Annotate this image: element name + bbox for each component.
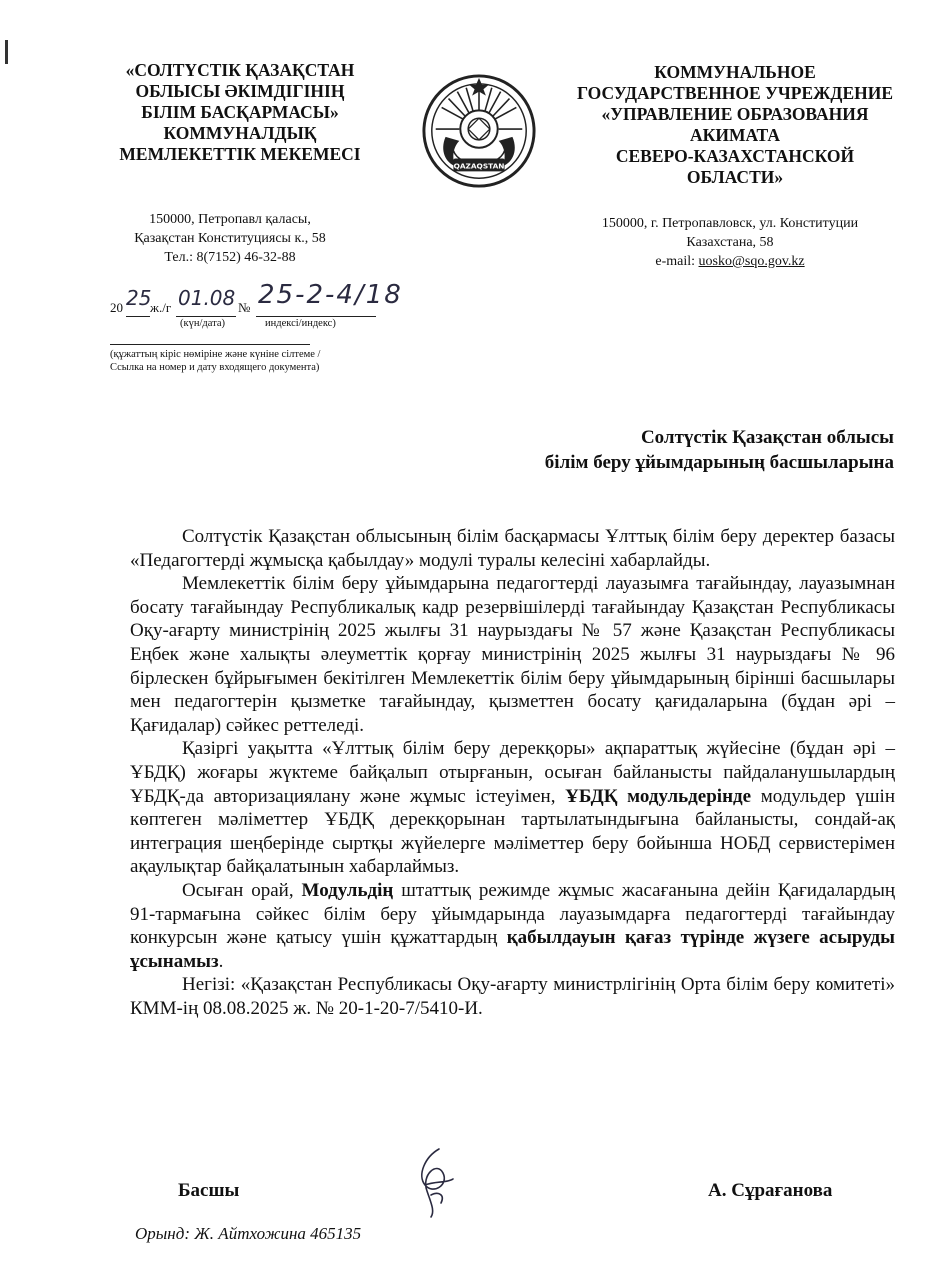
address-ru-line: Казахстана, 58 (686, 235, 774, 250)
email-label: e-mail: (655, 254, 699, 269)
header-russian (560, 62, 910, 188)
header-ru-line: АКИМАТА (690, 125, 780, 145)
email-link[interactable]: uosko@sqo.gov.kz (698, 254, 805, 269)
reg-date-caption: (күн/дата) (180, 318, 225, 329)
body-bold-text: ҰБДҚ модульдерінде (565, 785, 752, 807)
incoming-reference (110, 344, 340, 374)
reg-index-caption: индексі/индекс) (265, 318, 336, 329)
reg-number-handwritten: 25-2-4/18 (258, 280, 403, 310)
kazakhstan-state-emblem-icon (420, 72, 538, 190)
reg-year-suffix: ж./г (150, 300, 172, 315)
executor-line: Орынд: Ж. Айтхожина 465135 (135, 1224, 362, 1243)
header-kk-line: МЕМЛЕКЕТТІК МЕКЕМЕСІ (119, 144, 361, 164)
header-kk-line: БІЛІМ БАСҚАРМАСЫ» (141, 102, 339, 122)
handwritten-signature-icon (405, 1145, 465, 1220)
body-paragraph: Осыған орай, Модульдің штаттық режимде жұмыс жасағанына дейін Қағидалардың 91-тармағына сәйкес білім беру ұйымдарында лауазымдарға педагогтерді тағайындау конкурсын және қатысу үшін құжаттардың қабылдауын қағаз түрінде жүзеге асыруды ұсынамыз. (130, 879, 895, 972)
reg-year-handwritten: 25 (126, 286, 152, 310)
signatory-name: А. Сұрағанова (708, 1180, 833, 1201)
reg-year-prefix: 20 (110, 300, 123, 315)
address-ru-email-row (575, 252, 885, 271)
address-kk-line: 150000, Петропавл қаласы, (149, 212, 311, 227)
header-ru-line: СЕВЕРО-КАЗАХСТАНСКОЙ (615, 146, 855, 166)
body-bold-text: Модульдің (301, 879, 394, 901)
header-kk-line: КОММУНАЛДЫҚ (163, 123, 317, 143)
address-russian (575, 214, 885, 271)
body-bold-text: қабылдауын қағаз түрінде жүзеге асыруды ұсынамыз (130, 927, 895, 972)
address-kk-phone: Тел.: 8(7152) 46-32-88 (164, 250, 296, 265)
body-paragraph: Негізі: «Қазақстан Республикасы Оқу-ағарту министрлігінің Орта білім беру комитеті» КММ-ің 08.08.2025 ж. № 20-1-20-7/5410-И. (130, 974, 895, 1019)
addressee-line: білім беру ұйымдарының басшыларына (544, 452, 894, 473)
incoming-ref-line: (құжаттың кіріс нөміріне және күніне сілтеме / (110, 349, 321, 360)
body-paragraph: Мемлекеттік білім беру ұйымдарына педагогтерді лауазымға тағайындау, лауазымнан босату тағайындау Республикалық кадр резервішілерді тағайындау Қазақстан Республикасы Оқу-ағарту министрінің 2025 жылғы 31 наурыздағы № 57 және Қазақстан Республикасы Еңбек және халықты әлеуметтік қорғау министрінің 2025 жылғы 31 наурыздағы № 96 бірлескен бұйрығымен бекітілген Мемлекеттік білім беру ұйымдарының бірінші басшылары мен педагогтерін қызметке тағайындау, қызметтен босату қағидаларына (бұдан әрі – Қағидалар) сәйкес реттеледі. (130, 573, 895, 736)
header-ru-line: «УПРАВЛЕНИЕ ОБРАЗОВАНИЯ (601, 104, 869, 124)
svg-text:QAZAQSTAN: QAZAQSTAN (453, 161, 505, 171)
header-ru-line: КОММУНАЛЬНОЕ (654, 62, 816, 82)
reg-number-sign: № (238, 300, 251, 315)
header-kazakh (100, 60, 380, 165)
signatory-role: Басшы (178, 1180, 240, 1201)
header-kk-line: «СОЛТҮСТІК ҚАЗАҚСТАН (125, 60, 355, 80)
address-kk-line: Қазақстан Конституциясы к., 58 (134, 231, 326, 246)
reg-date-handwritten: 01.08 (178, 286, 236, 310)
registration-line (110, 280, 410, 336)
header-ru-line: ОБЛАСТИ» (686, 167, 784, 187)
scan-edge-mark (4, 40, 10, 64)
body-paragraph: Қазіргі уақытта «Ұлттық білім беру дерекқоры» ақпараттық жүйесіне (бұдан әрі – ҰБДҚ) жоғары жүктеме байқалып отырғанын, осыған байланысты пайдаланушылардың ҰБДҚ-да авторизациялану және жұмыс істеуімен, ҰБДҚ модульдерінде модульдер үшін көптеген мәліметтер ҰБДҚ дерекқорынан тартылатындығына байланысты, сондай-ақ интеграция шеңберінде сыртқы жүйелерге мәліметтер беру бойынша НОБД сервистерімен ақаулықтар байқалатынын хабарлаймыз. (130, 738, 895, 878)
addressee-line: Солтүстік Қазақстан облысы (640, 427, 894, 448)
addressee-block (394, 425, 894, 475)
address-ru-line: 150000, г. Петропавловск, ул. Конституции (601, 216, 859, 231)
incoming-ref-line: Ссылка на номер и дату входящего документа) (110, 362, 320, 373)
letter-body (130, 525, 895, 1020)
header-kk-line: ОБЛЫСЫ ӘКІМДІГІНІҢ (135, 81, 345, 101)
header-ru-line: ГОСУДАРСТВЕННОЕ УЧРЕЖДЕНИЕ (576, 83, 894, 103)
address-kazakh (95, 210, 365, 267)
body-paragraph: Солтүстік Қазақстан облысының білім басқармасы Ұлттық білім беру деректер базасы «Педагогтерді жұмысқа қабылдау» модулі туралы келесіні хабарлайды. (130, 526, 895, 571)
